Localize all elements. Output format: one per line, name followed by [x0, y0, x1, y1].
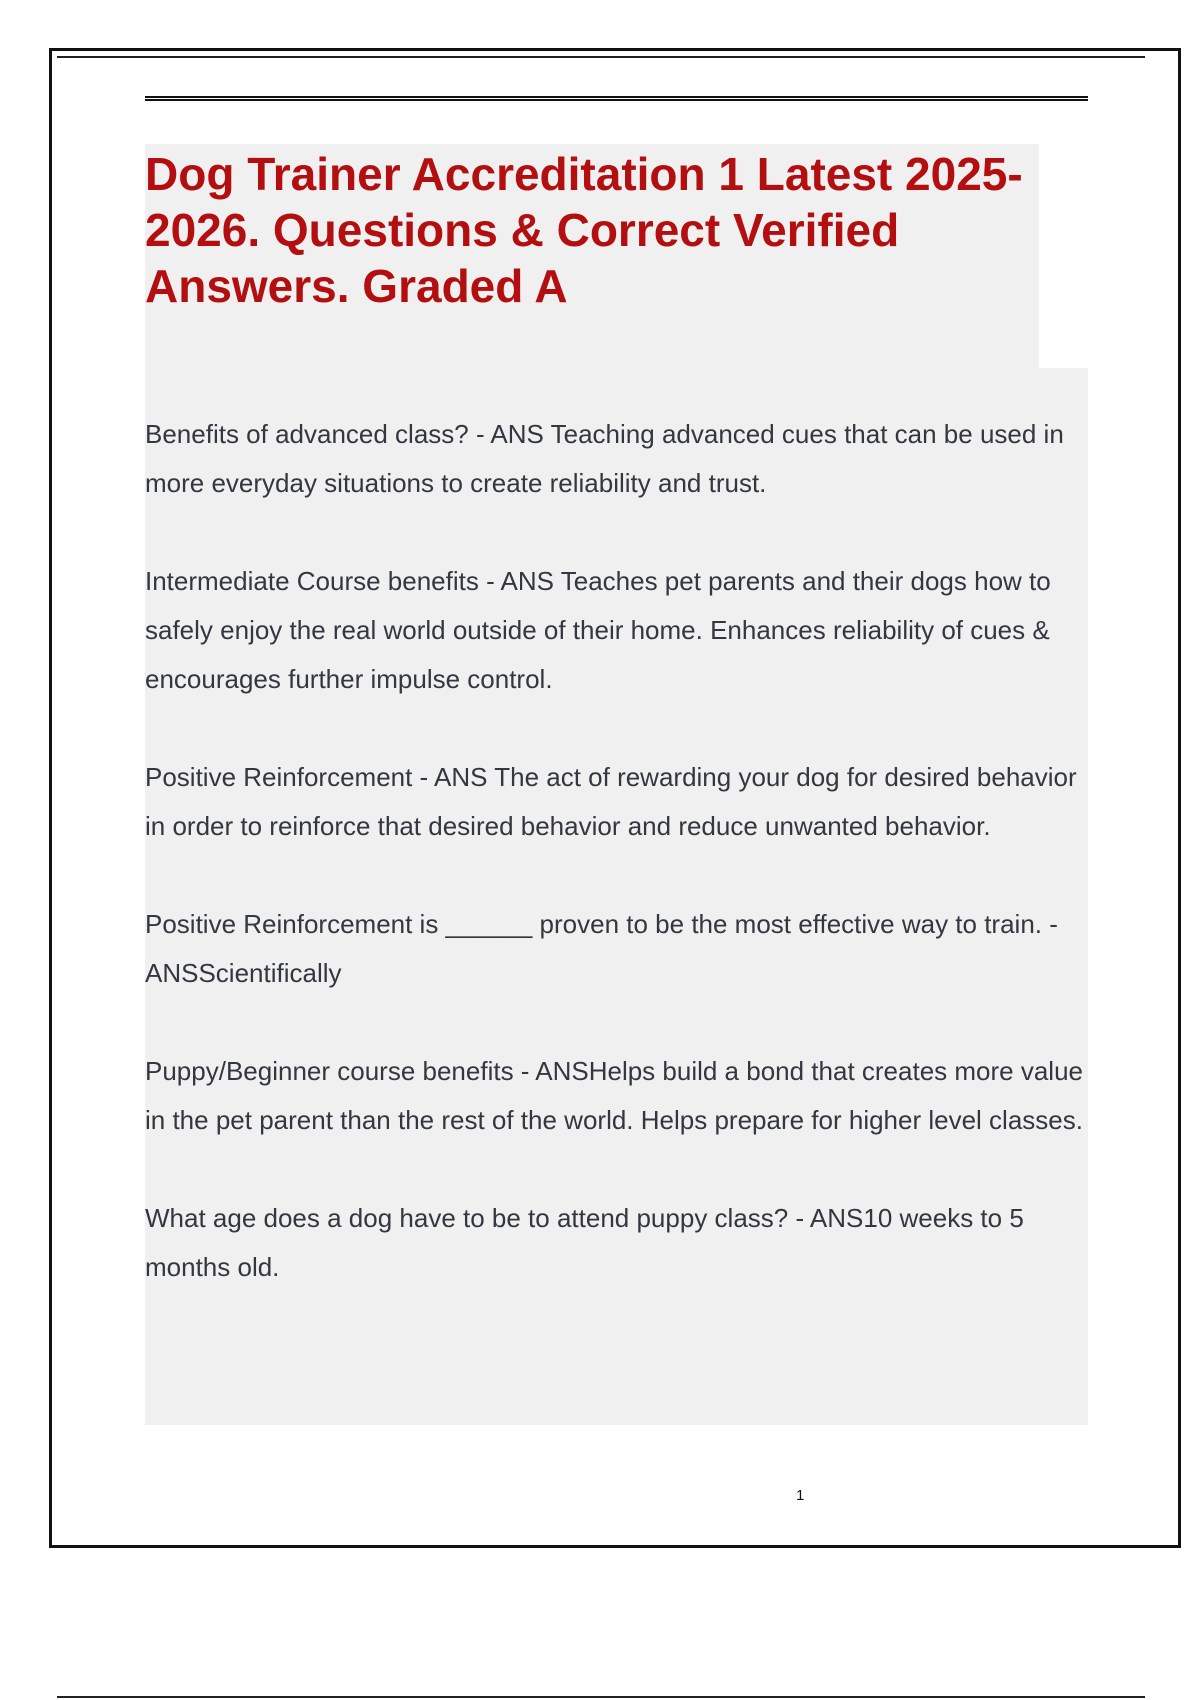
qa-list	[145, 410, 1085, 1292]
page-number: 1	[796, 1487, 805, 1504]
qa-item: Positive Reinforcement - ANS The act of rewarding your dog for desired behavior in order to reinforce that desired behavior and reduce unwanted behavior.	[145, 762, 1077, 841]
qa-item: Positive Reinforcement is ______ proven to be the most effective way to train. - ANSScientifically	[145, 909, 1058, 988]
frame-top-rule	[57, 56, 1145, 58]
qa-item: What age does a dog have to be to attend puppy class? - ANS10 weeks to 5 months old.	[145, 1203, 1024, 1282]
qa-item: Benefits of advanced class? - ANS Teaching advanced cues that can be used in more everyday situations to create reliability and trust.	[145, 419, 1064, 498]
header-double-rule	[145, 96, 1088, 101]
document-title: Dog Trainer Accreditation 1 Latest 2025-2026. Questions & Correct Verified Answers. Graded A	[145, 148, 1023, 312]
qa-item: Puppy/Beginner course benefits - ANSHelps build a bond that creates more value in the pet parent than the rest of the world. Helps prepare for higher level classes.	[145, 1056, 1083, 1135]
qa-item: Intermediate Course benefits - ANS Teaches pet parents and their dogs how to safely enjoy the real world outside of their home. Enhances reliability of cues & encourages further impulse control.	[145, 566, 1051, 694]
next-page-top-rule	[57, 1696, 1145, 1698]
